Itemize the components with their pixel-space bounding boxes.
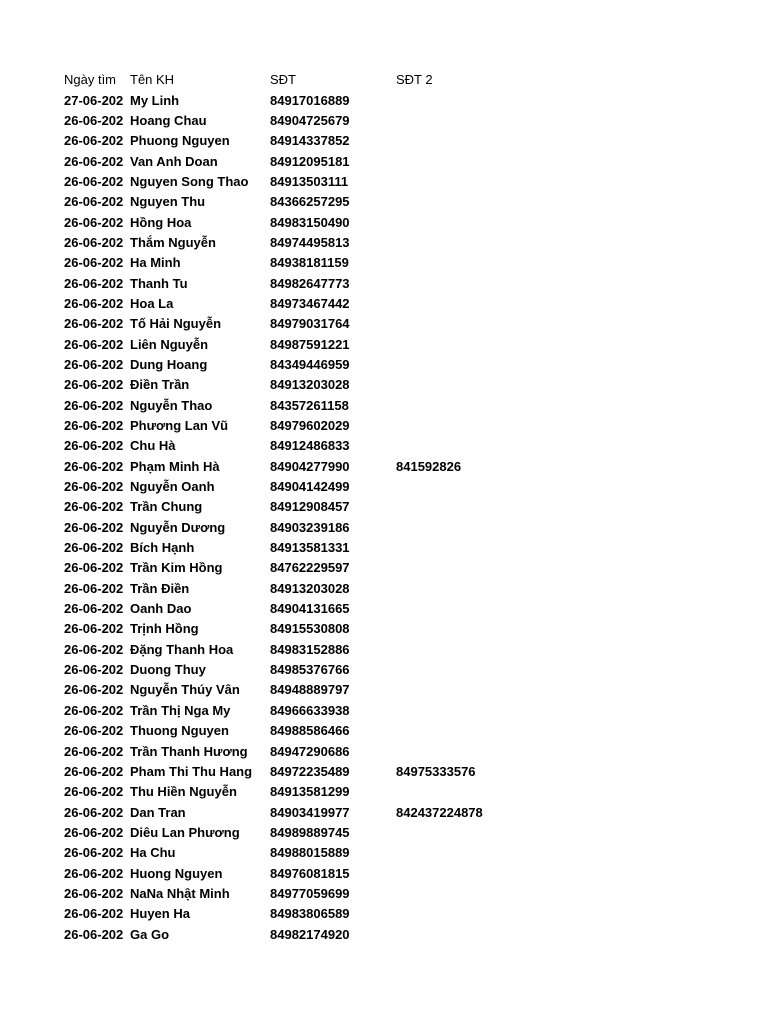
phone-cell: 84989889745 <box>270 824 350 840</box>
date-cell: 26-06-202 <box>64 112 124 128</box>
table-row <box>64 863 536 883</box>
date-cell: 26-06-202 <box>64 316 124 332</box>
table-row <box>64 904 536 924</box>
phone-cell: 84983806589 <box>270 906 350 922</box>
date-cell: 26-06-202 <box>64 418 124 434</box>
table-row <box>64 843 536 863</box>
phone-2-cell <box>396 701 536 721</box>
phone-cell: 84938181159 <box>270 255 349 271</box>
table-row <box>64 579 536 599</box>
phone-cell: 84904142499 <box>270 479 350 495</box>
table-row <box>64 172 536 192</box>
customer-name-cell: Trần Thanh Hương <box>130 743 248 759</box>
table-row <box>64 253 536 273</box>
phone-cell: 84979602029 <box>270 418 350 434</box>
header-phone-2: SĐT 2 <box>396 72 433 88</box>
date-cell: 26-06-202 <box>64 255 124 271</box>
phone-cell: 84985376766 <box>270 662 350 678</box>
phone-cell: 84357261158 <box>270 397 349 413</box>
phone-2-cell: 841592826 <box>396 458 462 474</box>
customer-name-cell: Oanh Dao <box>130 601 192 617</box>
customer-name-cell: Dung Hoang <box>130 356 208 372</box>
table-row <box>64 212 536 232</box>
date-cell: 26-06-202 <box>64 824 124 840</box>
customer-name-cell: Tố Hải Nguyễn <box>130 316 222 332</box>
phone-2-cell <box>396 314 536 334</box>
phone-cell: 84913503111 <box>270 173 349 189</box>
table-row <box>64 558 536 578</box>
phone-cell: 84912095181 <box>270 153 350 169</box>
date-cell: 26-06-202 <box>64 621 124 637</box>
phone-2-cell <box>396 843 536 863</box>
phone-2-cell <box>396 599 536 619</box>
phone-2-cell <box>396 294 536 314</box>
table-row <box>64 823 536 843</box>
phone-2-cell <box>396 151 536 171</box>
phone-2-cell <box>396 884 536 904</box>
table-row <box>64 436 536 456</box>
customer-name-cell: Điền Trần <box>130 377 190 393</box>
date-cell: 26-06-202 <box>64 804 124 820</box>
phone-cell: 84988015889 <box>270 845 350 861</box>
table-row <box>64 375 536 395</box>
date-cell: 26-06-202 <box>64 397 124 413</box>
date-cell: 26-06-202 <box>64 377 124 393</box>
date-cell: 26-06-202 <box>64 133 124 149</box>
customer-name-cell: Trần Điền <box>130 580 190 596</box>
phone-cell: 84966633938 <box>270 702 350 718</box>
customer-name-cell: Duong Thuy <box>130 662 206 678</box>
table-row <box>64 314 536 334</box>
date-cell: 26-06-202 <box>64 438 124 454</box>
customer-name-cell: Phuong Nguyen <box>130 133 230 149</box>
phone-2-cell <box>396 396 536 416</box>
date-cell: 26-06-202 <box>64 763 124 779</box>
date-cell: 26-06-202 <box>64 926 124 942</box>
phone-cell: 84988586466 <box>270 723 350 739</box>
phone-cell: 84947290686 <box>270 743 350 759</box>
phone-cell: 84904131665 <box>270 601 350 617</box>
phone-cell: 84914337852 <box>270 133 350 149</box>
phone-2-cell <box>396 721 536 741</box>
customer-name-cell: Trịnh Hồng <box>130 621 199 637</box>
customer-name-cell: Ha Chu <box>130 845 176 861</box>
table-row <box>64 599 536 619</box>
customer-name-cell: NaNa Nhật Minh <box>130 885 230 901</box>
table-row <box>64 151 536 171</box>
customer-name-cell: Trần Chung <box>130 499 203 515</box>
phone-2-cell <box>396 355 536 375</box>
customer-name-cell: Hồng Hoa <box>130 214 192 230</box>
phone-2-cell <box>396 640 536 660</box>
table-row <box>64 762 536 782</box>
phone-cell: 84977059699 <box>270 885 350 901</box>
phone-cell: 84982647773 <box>270 275 350 291</box>
phone-2-cell <box>396 680 536 700</box>
customer-name-cell: Thắm Nguyễn <box>130 234 216 250</box>
customer-name-cell: Nguyễn Dương <box>130 519 226 535</box>
phone-2-cell <box>396 416 536 436</box>
customer-name-cell: Trần Kim Hồng <box>130 560 223 576</box>
date-cell: 27-06-202 <box>64 92 124 108</box>
phone-2-cell: 84975333576 <box>396 763 476 779</box>
phone-cell: 84913203028 <box>270 377 350 393</box>
phone-2-cell <box>396 619 536 639</box>
phone-2-cell <box>396 90 536 110</box>
customer-sheet <box>64 70 704 945</box>
customer-name-cell: Nguyễn Thao <box>130 397 213 413</box>
customer-name-cell: Nguyen Song Thao <box>130 173 249 189</box>
date-cell: 26-06-202 <box>64 662 124 678</box>
date-cell: 26-06-202 <box>64 560 124 576</box>
table-row <box>64 457 536 477</box>
customer-name-cell: Thu Hiền Nguyễn <box>130 784 237 800</box>
table-row <box>64 660 536 680</box>
date-cell: 26-06-202 <box>64 194 124 210</box>
date-cell: 26-06-202 <box>64 784 124 800</box>
customer-name-cell: Van Anh Doan <box>130 153 218 169</box>
table-row <box>64 294 536 314</box>
header-customer-name: Tên KH <box>130 72 175 88</box>
phone-2-cell <box>396 233 536 253</box>
phone-2-cell <box>396 558 536 578</box>
phone-2-cell <box>396 111 536 131</box>
table-row <box>64 802 536 822</box>
phone-2-cell <box>396 741 536 761</box>
customer-name-cell: Diêu Lan Phương <box>130 824 240 840</box>
table-row <box>64 884 536 904</box>
table-row <box>64 741 536 761</box>
phone-cell: 84917016889 <box>270 92 350 108</box>
phone-cell: 84913203028 <box>270 580 350 596</box>
date-cell: 26-06-202 <box>64 865 124 881</box>
header-phone: SĐT <box>270 72 296 88</box>
phone-cell: 84948889797 <box>270 682 350 698</box>
table-row <box>64 355 536 375</box>
customer-name-cell: Trần Thị Nga My <box>130 702 231 718</box>
table-row <box>64 416 536 436</box>
customer-name-cell: Thanh Tu <box>130 275 188 291</box>
phone-cell: 84762229597 <box>270 560 350 576</box>
date-cell: 26-06-202 <box>64 641 124 657</box>
phone-cell: 84903419977 <box>270 804 350 820</box>
date-cell: 26-06-202 <box>64 336 124 352</box>
date-cell: 26-06-202 <box>64 295 124 311</box>
phone-2-cell: 842437224878 <box>396 804 483 820</box>
phone-2-cell <box>396 375 536 395</box>
phone-2-cell <box>396 172 536 192</box>
customer-name-cell: Phương Lan Vũ <box>130 418 229 434</box>
customer-name-cell: Đặng Thanh Hoa <box>130 641 234 657</box>
phone-cell: 84904725679 <box>270 112 350 128</box>
date-cell: 26-06-202 <box>64 702 124 718</box>
customer-name-cell: Liên Nguyễn <box>130 336 209 352</box>
date-cell: 26-06-202 <box>64 580 124 596</box>
table-row <box>64 90 536 110</box>
phone-cell: 84983152886 <box>270 641 350 657</box>
table-row <box>64 619 536 639</box>
phone-cell: 84972235489 <box>270 763 350 779</box>
phone-cell: 84904277990 <box>270 458 350 474</box>
customer-table <box>64 70 536 945</box>
date-cell: 26-06-202 <box>64 153 124 169</box>
table-row <box>64 782 536 802</box>
phone-2-cell <box>396 273 536 293</box>
customer-name-cell: Hoang Chau <box>130 112 207 128</box>
customer-name-cell: Bích Hạnh <box>130 540 195 556</box>
date-cell: 26-06-202 <box>64 682 124 698</box>
phone-cell: 84979031764 <box>270 316 350 332</box>
customer-name-cell: Dan Tran <box>130 804 186 820</box>
phone-cell: 84366257295 <box>270 194 350 210</box>
phone-2-cell <box>396 436 536 456</box>
phone-cell: 84913581331 <box>270 540 350 556</box>
date-cell: 26-06-202 <box>64 845 124 861</box>
date-cell: 26-06-202 <box>64 458 124 474</box>
customer-name-cell: Ga Go <box>130 926 170 942</box>
table-row <box>64 701 536 721</box>
date-cell: 26-06-202 <box>64 906 124 922</box>
date-cell: 26-06-202 <box>64 743 124 759</box>
customer-name-cell: Chu Hà <box>130 438 176 454</box>
customer-name-cell: Nguyễn Thúy Vân <box>130 682 240 698</box>
phone-cell: 84976081815 <box>270 865 350 881</box>
date-cell: 26-06-202 <box>64 479 124 495</box>
date-cell: 26-06-202 <box>64 885 124 901</box>
phone-cell: 84983150490 <box>270 214 350 230</box>
customer-name-cell: Thuong Nguyen <box>130 723 229 739</box>
phone-2-cell <box>396 924 536 944</box>
phone-cell: 84912908457 <box>270 499 350 515</box>
date-cell: 26-06-202 <box>64 519 124 535</box>
phone-2-cell <box>396 660 536 680</box>
customer-name-cell: Hoa La <box>130 295 174 311</box>
date-cell: 26-06-202 <box>64 601 124 617</box>
customer-name-cell: My Linh <box>130 92 180 108</box>
phone-2-cell <box>396 579 536 599</box>
phone-cell: 84349446959 <box>270 356 350 372</box>
phone-cell: 84987591221 <box>270 336 350 352</box>
table-row <box>64 334 536 354</box>
phone-cell: 84915530808 <box>270 621 350 637</box>
header-row <box>64 70 536 90</box>
table-row <box>64 518 536 538</box>
customer-name-cell: Nguyen Thu <box>130 194 206 210</box>
table-row <box>64 131 536 151</box>
table-row <box>64 721 536 741</box>
phone-2-cell <box>396 131 536 151</box>
customer-name-cell: Nguyễn Oanh <box>130 479 215 495</box>
date-cell: 26-06-202 <box>64 540 124 556</box>
table-row <box>64 192 536 212</box>
phone-2-cell <box>396 477 536 497</box>
phone-2-cell <box>396 192 536 212</box>
phone-2-cell <box>396 253 536 273</box>
date-cell: 26-06-202 <box>64 723 124 739</box>
date-cell: 26-06-202 <box>64 356 124 372</box>
table-row <box>64 233 536 253</box>
phone-2-cell <box>396 497 536 517</box>
phone-cell: 84974495813 <box>270 234 350 250</box>
customer-name-cell: Ha Minh <box>130 255 181 271</box>
phone-cell: 84913581299 <box>270 784 350 800</box>
phone-2-cell <box>396 212 536 232</box>
customer-name-cell: Huong Nguyen <box>130 865 223 881</box>
table-row <box>64 924 536 944</box>
table-row <box>64 538 536 558</box>
table-row <box>64 497 536 517</box>
date-cell: 26-06-202 <box>64 234 124 250</box>
table-row <box>64 640 536 660</box>
phone-2-cell <box>396 823 536 843</box>
table-row <box>64 273 536 293</box>
date-cell: 26-06-202 <box>64 275 124 291</box>
table-row <box>64 477 536 497</box>
table-row <box>64 111 536 131</box>
phone-2-cell <box>396 538 536 558</box>
table-body <box>64 90 536 944</box>
phone-2-cell <box>396 334 536 354</box>
customer-name-cell: Pham Thi Thu Hang <box>130 763 253 779</box>
date-cell: 26-06-202 <box>64 173 124 189</box>
phone-2-cell <box>396 782 536 802</box>
table-row <box>64 396 536 416</box>
phone-cell: 84982174920 <box>270 926 350 942</box>
phone-cell: 84912486833 <box>270 438 350 454</box>
phone-cell: 84903239186 <box>270 519 350 535</box>
phone-cell: 84973467442 <box>270 295 350 311</box>
phone-2-cell <box>396 863 536 883</box>
header-search-date: Ngày tìm <box>64 72 117 88</box>
date-cell: 26-06-202 <box>64 214 124 230</box>
phone-2-cell <box>396 904 536 924</box>
customer-name-cell: Huyen Ha <box>130 906 190 922</box>
table-row <box>64 680 536 700</box>
customer-name-cell: Phạm Minh Hà <box>130 458 220 474</box>
phone-2-cell <box>396 518 536 538</box>
date-cell: 26-06-202 <box>64 499 124 515</box>
